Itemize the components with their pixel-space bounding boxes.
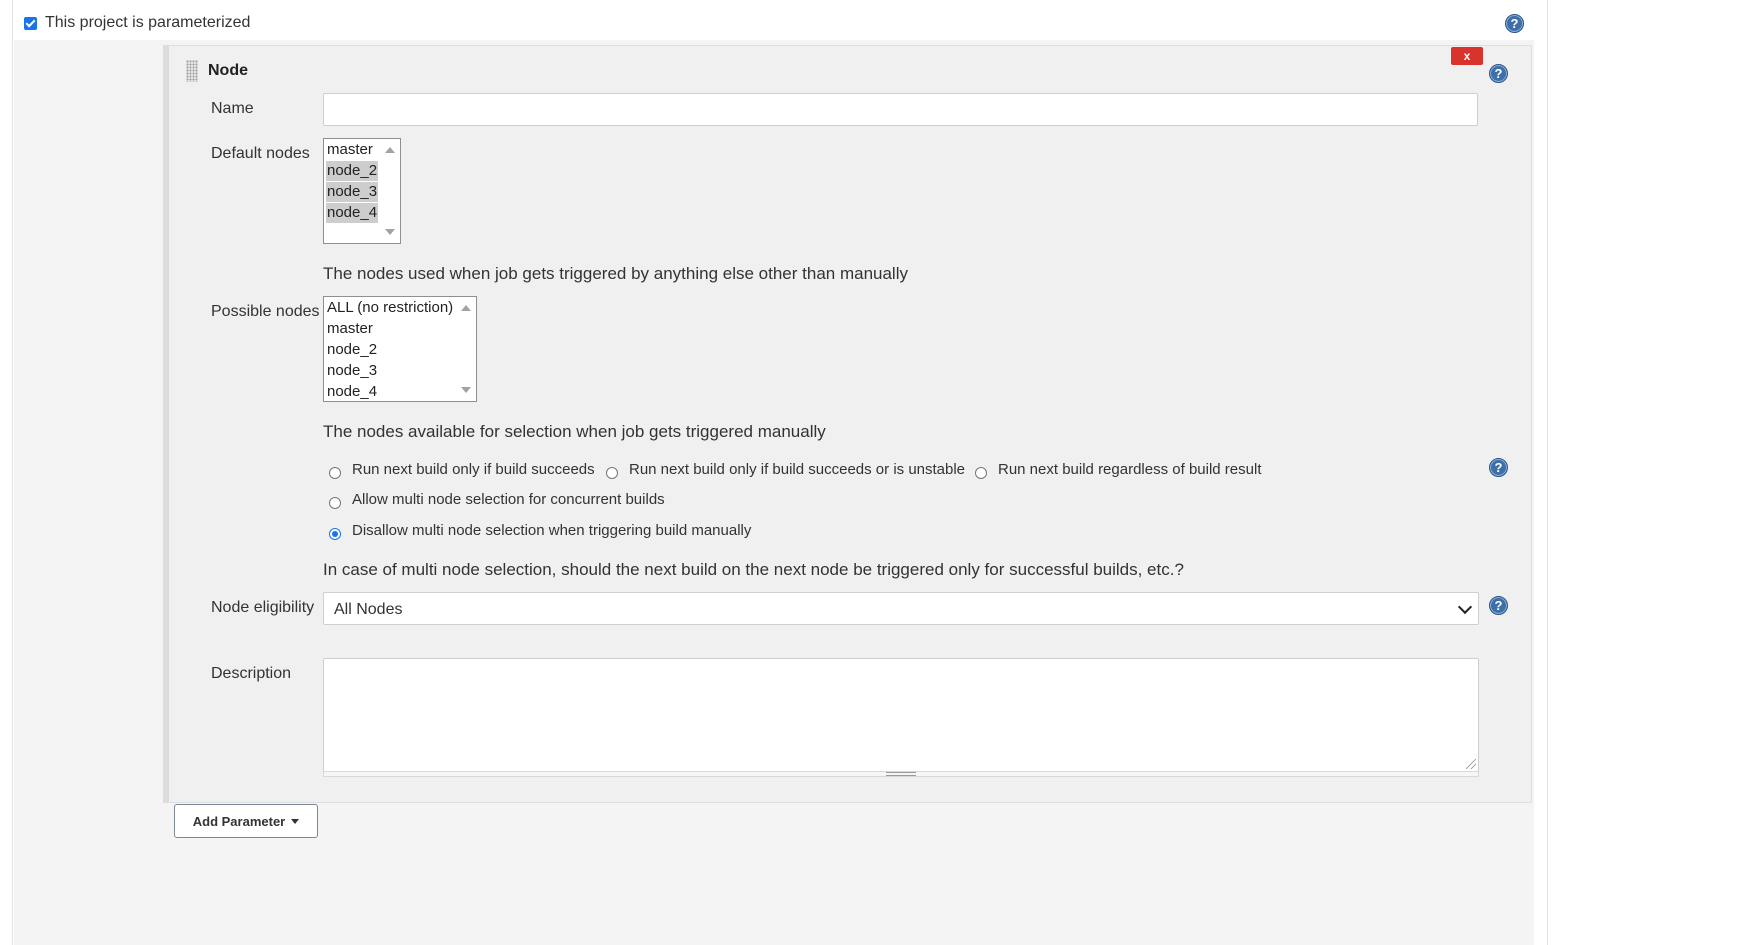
parameter-title: Node xyxy=(208,62,248,79)
default-nodes-help-text: The nodes used when job gets triggered by anything else other than manually xyxy=(323,264,908,283)
list-option[interactable]: master xyxy=(327,141,373,158)
list-option[interactable]: node_3 xyxy=(327,362,378,379)
add-parameter-button[interactable] xyxy=(174,804,318,838)
node-eligibility-select[interactable] xyxy=(323,592,1479,625)
chevron-down-icon xyxy=(1458,600,1472,614)
radio-disallow-multi-node[interactable] xyxy=(329,528,341,540)
radio-run-if-unstable[interactable] xyxy=(606,467,618,479)
scrollbar[interactable] xyxy=(458,297,476,401)
select-value: All Nodes xyxy=(334,601,403,618)
name-input[interactable] xyxy=(323,93,1478,126)
expand-handle-icon[interactable] xyxy=(886,772,916,776)
radio-label[interactable]: Allow multi node selection for concurrent builds xyxy=(352,491,665,508)
help-icon[interactable]: ? xyxy=(1489,596,1508,615)
caret-down-icon xyxy=(291,819,299,824)
description-label: Description xyxy=(211,665,292,682)
parameterized-label: This project is parameterized xyxy=(45,14,251,31)
node-eligibility-label: Node eligibility xyxy=(211,599,315,616)
list-option[interactable]: node_3 xyxy=(327,183,378,200)
scroll-down-icon[interactable] xyxy=(385,229,395,235)
scroll-up-icon[interactable] xyxy=(385,147,395,153)
default-nodes-label: Default nodes xyxy=(211,145,310,162)
radio-allow-multi-node[interactable] xyxy=(329,497,341,509)
list-option[interactable]: master xyxy=(327,320,373,337)
list-option[interactable]: ALL (no restriction) xyxy=(327,299,454,316)
radio-label[interactable]: Disallow multi node selection when triggering build manually xyxy=(352,522,752,539)
list-option[interactable]: node_2 xyxy=(327,341,378,358)
radio-label[interactable]: Run next build only if build succeeds xyxy=(352,461,595,478)
radio-label[interactable]: Run next build regardless of build result xyxy=(998,461,1262,478)
resize-grip-icon[interactable] xyxy=(1466,759,1476,769)
scroll-down-icon[interactable] xyxy=(461,387,471,393)
add-parameter-label: Add Parameter xyxy=(192,813,286,829)
possible-nodes-label: Possible nodes xyxy=(211,303,320,320)
list-option[interactable]: node_2 xyxy=(327,162,378,179)
trigger-options-help-text: In case of multi node selection, should the next build on the next node be triggered only for successful builds, etc.? xyxy=(323,560,1184,579)
parameterized-checkbox-row[interactable] xyxy=(24,12,250,34)
radio-run-if-succeeds[interactable] xyxy=(329,467,341,479)
possible-nodes-listbox[interactable] xyxy=(323,296,477,402)
scrollbar[interactable] xyxy=(382,139,400,243)
help-icon[interactable]: ? xyxy=(1489,64,1508,83)
list-option[interactable]: node_4 xyxy=(327,204,378,221)
description-textarea[interactable] xyxy=(323,658,1479,772)
radio-label[interactable]: Run next build only if build succeeds or is unstable xyxy=(629,461,966,478)
help-icon[interactable]: ? xyxy=(1489,458,1508,477)
name-label: Name xyxy=(211,100,254,117)
parameterized-checkbox[interactable] xyxy=(24,17,37,30)
scroll-up-icon[interactable] xyxy=(461,305,471,311)
help-icon[interactable]: ? xyxy=(1505,14,1524,33)
radio-run-regardless[interactable] xyxy=(975,467,987,479)
list-option[interactable]: node_4 xyxy=(327,383,378,400)
delete-parameter-button[interactable]: x xyxy=(1451,47,1483,65)
possible-nodes-help-text: The nodes available for selection when job gets triggered manually xyxy=(323,422,826,441)
default-nodes-listbox[interactable] xyxy=(323,138,401,244)
drag-handle-icon[interactable] xyxy=(186,60,198,82)
